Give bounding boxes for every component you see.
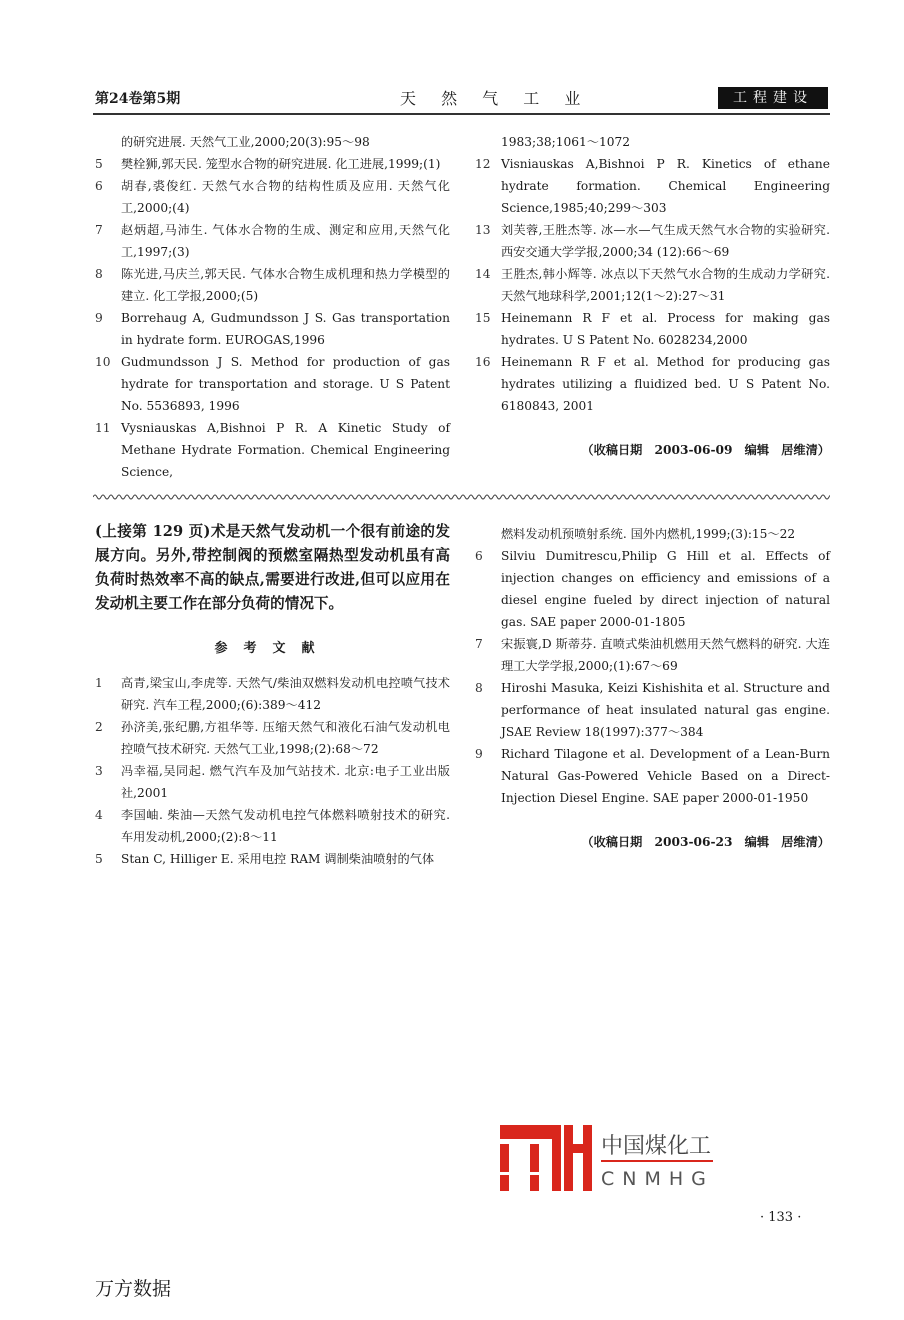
reference-number: 11	[95, 421, 111, 435]
reference-number: 8	[475, 681, 483, 695]
reference-item	[95, 263, 450, 307]
continued-reference: 1983;38;1061～1072	[501, 135, 630, 149]
bottom-left-column	[95, 624, 450, 870]
reference-text: Heinemann R F et al. Method for producing gas hydrates utilizing a fluidized bed. U S Patent No. 6180843, 2001	[501, 355, 830, 413]
reference-text: Vysniauskas A,Bishnoi P R. A Kinetic Study of Methane Hydrate Formation. Chemical Engineering Science,	[121, 421, 450, 479]
continued-reference: 燃料发动机预喷射系统. 国外内燃机,1999;(3):15～22	[501, 527, 796, 541]
top-left-column	[95, 131, 450, 483]
reference-number: 13	[475, 223, 491, 237]
reference-number: 4	[95, 808, 103, 822]
reference-number: 6	[475, 549, 483, 563]
reference-number: 1	[95, 676, 103, 690]
reference-number: 14	[475, 267, 491, 281]
logo-en-text: CNMHG	[601, 1168, 714, 1190]
reference-item	[95, 848, 450, 870]
reference-text: 王胜杰,韩小辉等. 冰点以下天然气水合物的生成动力学研究. 天然气地球科学,2001;12(1～2):27～31	[501, 267, 830, 303]
reference-number: 7	[475, 637, 483, 651]
reference-item	[475, 307, 830, 351]
reference-text: 刘芙蓉,王胜杰等. 冰—水—气生成天然气水合物的实验研究. 西安交通大学学报,2000;34 (12):66～69	[501, 223, 830, 259]
reference-item	[475, 743, 830, 809]
reference-number: 7	[95, 223, 103, 237]
reference-text: Silviu Dumitrescu,Philip G Hill et al. Effects of injection changes on efficiency and emissions of a diesel engine fueled by direct injection of natural gas. SAE paper 2000-01-1805	[501, 549, 830, 629]
reference-list	[95, 153, 450, 483]
reference-list	[475, 545, 830, 809]
reference-item	[475, 263, 830, 307]
top-right-column	[475, 131, 830, 461]
volume-issue: 第24卷第5期	[95, 91, 181, 107]
header-rule	[93, 113, 830, 115]
reference-text: 李国岫. 柴油—天然气发动机电控气体燃料喷射技术的研究. 车用发动机,2000;(2):8～11	[121, 808, 450, 844]
reference-item	[95, 307, 450, 351]
reference-number: 10	[95, 355, 111, 369]
reference-number: 9	[95, 311, 103, 325]
reference-item	[95, 804, 450, 848]
section-label: 工程建设	[718, 87, 828, 109]
reference-item	[475, 351, 830, 417]
reference-number: 15	[475, 311, 491, 325]
reference-item	[95, 175, 450, 219]
received-date: （收稿日期 2003-06-09 编辑 居维清）	[581, 443, 830, 457]
received-date: （收稿日期 2003-06-23 编辑 居维清）	[581, 835, 830, 849]
reference-number: 3	[95, 764, 103, 778]
reference-text: Stan C, Hilliger E. 采用电控 RAM 调制柴油喷射的气体	[121, 852, 435, 866]
reference-item	[475, 153, 830, 219]
reference-number: 2	[95, 720, 103, 734]
reference-item	[95, 351, 450, 417]
bottom-right-column	[475, 523, 830, 853]
wavy-divider	[93, 493, 830, 501]
reference-text: Borrehaug A, Gudmundsson J S. Gas transportation in hydrate form. EUROGAS,1996	[121, 311, 450, 347]
reference-text: Hiroshi Masuka, Keizi Kishishita et al. Structure and performance of heat insulated natural gas engine. JSAE Review 18(1997):377～384	[501, 681, 830, 739]
reference-text: 赵炳超,马沛生. 气体水合物的生成、测定和应用,天然气化工,1997;(3)	[121, 223, 450, 259]
reference-item	[95, 417, 450, 483]
page-number: · 133 ·	[760, 1210, 802, 1225]
reference-number: 5	[95, 157, 103, 171]
continued-paragraph: (上接第 129 页)术是天然气发动机一个很有前途的发展方向。另外,带控制阀的预燃室隔热型发动机虽有高负荷时热效率不高的缺点,需要进行改进,但可以应用在发动机主要工作在部分负荷的情况下。	[95, 523, 450, 612]
reference-item	[475, 677, 830, 743]
reference-item	[95, 672, 450, 716]
journal-title: 天 然 气 工 业	[400, 89, 591, 108]
reference-number: 5	[95, 852, 103, 866]
continued-reference: 的研究进展. 天然气工业,2000;20(3):95～98	[121, 135, 370, 149]
reference-text: Gudmundsson J S. Method for production of gas hydrate for transportation and storage. U S Patent No. 5536893, 1996	[121, 355, 450, 413]
references-heading: 参考文献	[214, 641, 331, 656]
reference-text: 宋振寰,D 斯蒂芬. 直喷式柴油机燃用天然气燃料的研究. 大连理工大学学报,2000;(1):67～69	[501, 637, 830, 673]
reference-text: Richard Tilagone et al. Development of a Lean-Burn Natural Gas-Powered Vehicle Based on a Direct-Injection Diesel Engine. SAE paper 2000-01-1950	[501, 747, 830, 805]
reference-item	[95, 219, 450, 263]
watermark-text: 万方数据	[95, 1278, 172, 1300]
reference-text: 陈光进,马庆兰,郭天民. 气体水合物生成机理和热力学模型的建立. 化工学报,2000;(5)	[121, 267, 450, 303]
reference-text: 孙济美,张纪鹏,方祖华等. 压缩天然气和液化石油气发动机电控喷气技术研究. 天然气工业,1998;(2):68～72	[121, 720, 450, 756]
reference-item	[95, 716, 450, 760]
reference-text: Visniauskas A,Bishnoi P R. Kinetics of ethane hydrate formation. Chemical Engineering Science,1985;40;299～303	[501, 157, 830, 215]
reference-number: 6	[95, 179, 103, 193]
reference-list	[475, 153, 830, 417]
cnmhg-logo	[500, 1125, 720, 1195]
reference-text: 高青,梁宝山,李虎等. 天然气/柴油双燃料发动机电控喷气技术研究. 汽车工程,2000;(6):389～412	[121, 676, 450, 712]
reference-item	[475, 633, 830, 677]
reference-item	[95, 153, 450, 175]
reference-text: 樊栓狮,郭天民. 笼型水合物的研究进展. 化工进展,1999;(1)	[121, 157, 441, 171]
reference-number: 12	[475, 157, 491, 171]
reference-item	[475, 219, 830, 263]
reference-text: 冯幸福,吴同起. 燃气汽车及加气站技术. 北京:电子工业出版社,2001	[121, 764, 450, 800]
reference-number: 16	[475, 355, 491, 369]
reference-text: 胡春,裘俊红. 天然气水合物的结构性质及应用. 天然气化工,2000;(4)	[121, 179, 450, 215]
logo-cn-text: 中国煤化工	[601, 1134, 712, 1159]
reference-number: 8	[95, 267, 103, 281]
reference-item	[95, 760, 450, 804]
reference-text: Heinemann R F et al. Process for making gas hydrates. U S Patent No. 6028234,2000	[501, 311, 830, 347]
reference-list	[95, 672, 450, 870]
reference-number: 9	[475, 747, 483, 761]
reference-item	[475, 545, 830, 633]
